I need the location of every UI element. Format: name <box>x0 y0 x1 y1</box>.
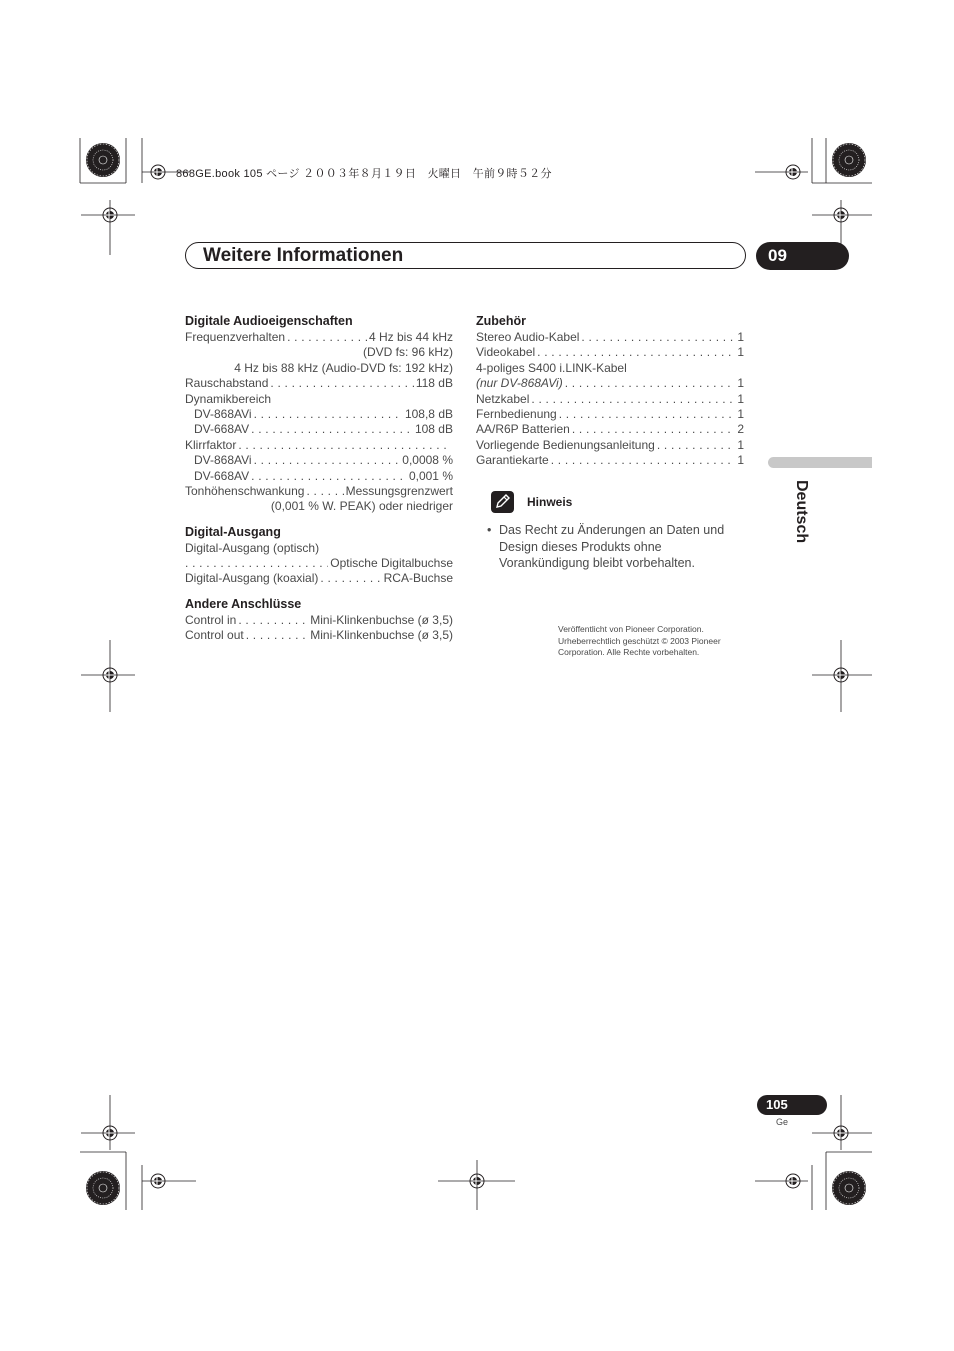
spec-continuation: 4 Hz bis 88 kHz (Audio-DVD fs: 192 kHz) <box>234 360 453 375</box>
spec-label: DV-868AVi <box>194 453 252 468</box>
spec-value: 4 Hz bis 44 kHz <box>368 330 453 344</box>
accessory-label: Vorliegende Bedienungsanleitung <box>476 437 655 452</box>
accessory-qty: 1 <box>737 376 744 391</box>
spec-label: DV-668AV <box>194 468 250 483</box>
accessory-qty: 1 <box>737 345 744 360</box>
spec-value: Optische Digitalbuchse <box>330 556 453 571</box>
section-title: Zubehör <box>476 314 526 328</box>
spec-label: DV-868AVi <box>194 406 252 421</box>
spec-row <box>185 453 453 468</box>
accessory-qty: 1 <box>737 453 744 468</box>
accessory-qty: 1 <box>737 406 744 421</box>
spec-continuation: (0,001 % W. PEAK) oder niedriger <box>270 499 453 514</box>
spec-value: 108,8 dB <box>404 406 453 421</box>
page-language-code: Ge <box>776 1117 789 1127</box>
section-title: Andere Anschlüsse <box>185 596 302 611</box>
language-tab-bar <box>768 457 872 468</box>
spec-row <box>185 407 453 422</box>
chapter-number: 09 <box>756 242 849 270</box>
accessory-label: Fernbedienung <box>476 406 557 421</box>
accessory-label: AA/R6P Batterien <box>476 422 570 437</box>
accessory-qty: 1 <box>737 330 744 344</box>
language-tab-label: Deutsch <box>793 480 810 544</box>
accessory-row <box>476 422 744 437</box>
accessory-qty: 2 <box>737 422 744 437</box>
spec-row <box>185 438 453 453</box>
spec-value: Mini-Klinkenbuchse (ø 3,5) <box>310 612 453 627</box>
spec-label: Klirrfaktor <box>185 437 237 452</box>
note-heading: Hinweis <box>527 495 573 509</box>
spec-value: RCA-Buchse <box>383 571 453 586</box>
page-title: Weitere Informationen <box>203 245 404 266</box>
accessory-label: 4-poliges S400 i.LINK-Kabel <box>476 360 627 375</box>
spec-row <box>185 469 453 484</box>
spec-value: 118 dB <box>415 376 453 391</box>
accessory-row <box>476 407 744 422</box>
spec-value: Mini-Klinkenbuchse (ø 3,5) <box>310 628 453 643</box>
spec-label: DV-668AV <box>194 422 250 437</box>
accessory-qty: 1 <box>737 391 744 406</box>
spec-label: Rauschabstand <box>185 376 269 391</box>
spec-continuation: (DVD fs: 96 kHz) <box>362 345 453 360</box>
accessories-column <box>476 313 744 469</box>
spec-label: Frequenzverhalten <box>185 330 286 344</box>
accessory-row <box>476 438 744 453</box>
publisher-line: Veröffentlicht von Pioneer Corporation. <box>558 624 704 634</box>
accessory-row <box>476 453 744 468</box>
spec-value: Messungsgrenzwert <box>345 483 453 498</box>
accessory-qty: 1 <box>737 437 744 452</box>
specs-left-column <box>185 313 453 644</box>
bullet-mark: • <box>487 523 492 537</box>
note-text-block <box>487 522 749 572</box>
spec-row <box>185 330 453 345</box>
spec-row <box>185 556 453 571</box>
spec-value: 0,001 % <box>408 468 453 483</box>
accessory-label: (nur DV-868AVi) <box>476 376 563 391</box>
spec-label: Control in <box>185 612 237 627</box>
spec-row <box>185 422 453 437</box>
note-pencil-icon <box>491 491 514 513</box>
publisher-line: Urheberrechtlich geschützt © 2003 Pioneer <box>558 635 721 646</box>
book-header-line: 868GE.book 105 ページ ２００３年８月１９日 火曜日 午前９時５２分 <box>176 168 552 180</box>
spec-label: Dynamikbereich <box>185 391 272 406</box>
spec-label: Digital-Ausgang (optisch) <box>185 540 320 555</box>
accessory-row <box>476 345 744 360</box>
accessory-row <box>476 376 744 391</box>
accessory-row <box>476 330 744 345</box>
accessory-label: Stereo Audio-Kabel <box>476 330 580 344</box>
spec-label: Control out <box>185 628 244 643</box>
page-number: 105 <box>757 1095 827 1115</box>
spec-row <box>185 628 453 643</box>
note-text: Das Recht zu Änderungen an Daten und Design dieses Produkts ohne Vorankündigung bleibt vorbehalten. <box>499 523 725 570</box>
spec-row <box>185 613 453 628</box>
publisher-line: Corporation. Alle Rechte vorbehalten. <box>558 647 700 657</box>
publisher-notice <box>558 624 748 659</box>
section-title: Digital-Ausgang <box>185 524 281 539</box>
spec-label: Digital-Ausgang (koaxial) <box>185 571 319 586</box>
spec-row <box>185 571 453 586</box>
accessory-label: Garantiekarte <box>476 453 549 468</box>
spec-row <box>185 376 453 391</box>
accessory-label: Netzkabel <box>476 391 530 406</box>
spec-label: Tonhöhenschwankung <box>185 483 305 498</box>
accessory-label: Videokabel <box>476 345 536 360</box>
spec-value: 0,0008 % <box>402 453 453 468</box>
spec-value: 108 dB <box>414 422 453 437</box>
spec-row <box>185 484 453 499</box>
accessory-row <box>476 392 744 407</box>
section-title: Digitale Audioeigenschaften <box>185 314 353 328</box>
